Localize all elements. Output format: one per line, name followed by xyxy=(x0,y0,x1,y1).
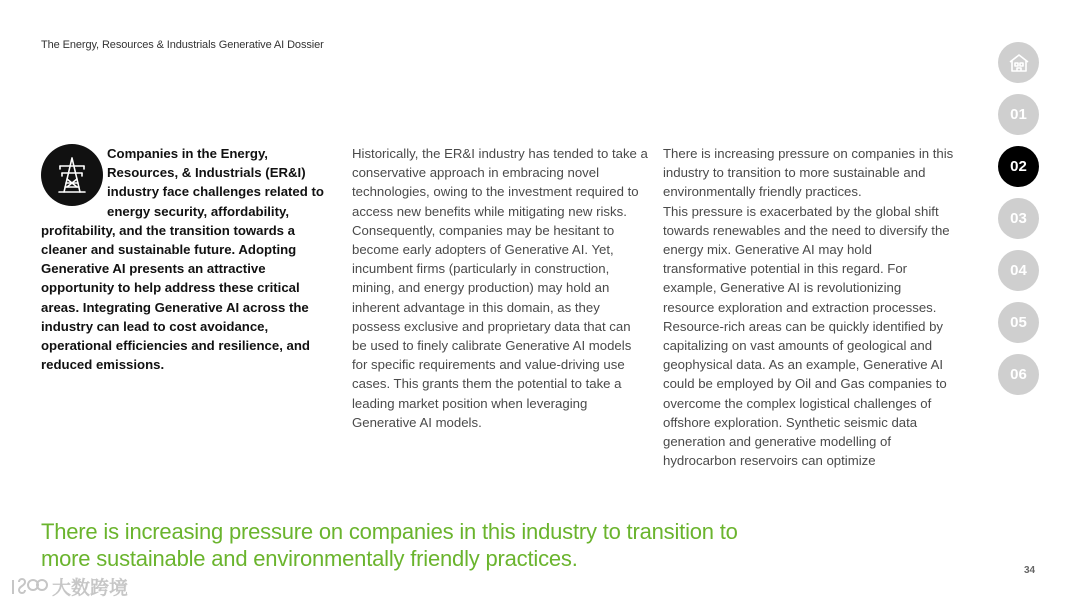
history-text: Historically, the ER&I industry has tended to take a conservative approach in embracing novel technologies, owing to the investment required to access new benefits while mitigating new risks. Consequently, companies may be hesitant to become early adopters of Generative AI. Yet, incumbent firms (particularly in construction, mining, and energy production) may hold an inherent advantage in this domain, as they possess exclusive and proprietary data that can be used to finely calibrate Generative AI models for specific requirements and value-driving use cases. This grants them the potential to take a leading market position when leveraging Generative AI models. xyxy=(352,146,648,430)
page-number: 34 xyxy=(1024,565,1036,576)
pressure-column xyxy=(663,144,955,470)
watermark xyxy=(10,573,128,600)
pull-quote: There is increasing pressure on companies in this industry to transition to more sustainable and environmentally friendly practices. xyxy=(41,519,738,571)
watermark-logo-icon xyxy=(10,576,48,598)
transmission-tower-icon xyxy=(41,144,103,206)
nav-section-03[interactable]: 03 xyxy=(998,198,1039,239)
pressure-body-text: This pressure is exacerbated by the global shift towards renewables and the need to diversify the energy mix. Generative AI may hold transformative potential in this regard. For example, Generative AI is revolutionizing resource exploration and extraction processes. Resource-rich areas can be quickly identified by capitalizing on vast amounts of geological and geophysical data. As an example, Generative AI could be employed by Oil and Gas companies to overcome the complex logistical challenges of offshore exploration. Synthetic seismic data generation and generative modelling of hydrocarbon reservoirs can optimize xyxy=(663,203,950,469)
nav-section-02[interactable]: 02 xyxy=(998,146,1039,187)
section-nav xyxy=(998,42,1039,406)
home-button[interactable] xyxy=(998,42,1039,83)
nav-section-06[interactable]: 06 xyxy=(998,354,1039,395)
home-icon xyxy=(1007,51,1031,75)
document-title: The Energy, Resources & Industrials Generative AI Dossier xyxy=(41,39,324,51)
watermark-text: 大数跨境 xyxy=(52,578,129,599)
intro-text: Companies in the Energy, Resources, & Industrials (ER&I) industry face challenges related to energy security, affordability, profitability, and the transition towards a cleaner and sustainable future. Adopting Generative AI presents an attractive opportunity to help address these critical areas. Integrating Generative AI across the industry can lead to cost avoidance, operational efficiencies and resilience, and reduced emissions. xyxy=(41,146,324,373)
pressure-intro-text: There is increasing pressure on companies in this industry to transition to more sustainable and environmentally friendly practices. xyxy=(663,146,954,200)
nav-section-05[interactable]: 05 xyxy=(998,302,1039,343)
nav-section-01[interactable]: 01 xyxy=(998,94,1039,135)
history-column xyxy=(352,144,648,432)
nav-section-04[interactable]: 04 xyxy=(998,250,1039,291)
intro-column xyxy=(41,144,333,374)
